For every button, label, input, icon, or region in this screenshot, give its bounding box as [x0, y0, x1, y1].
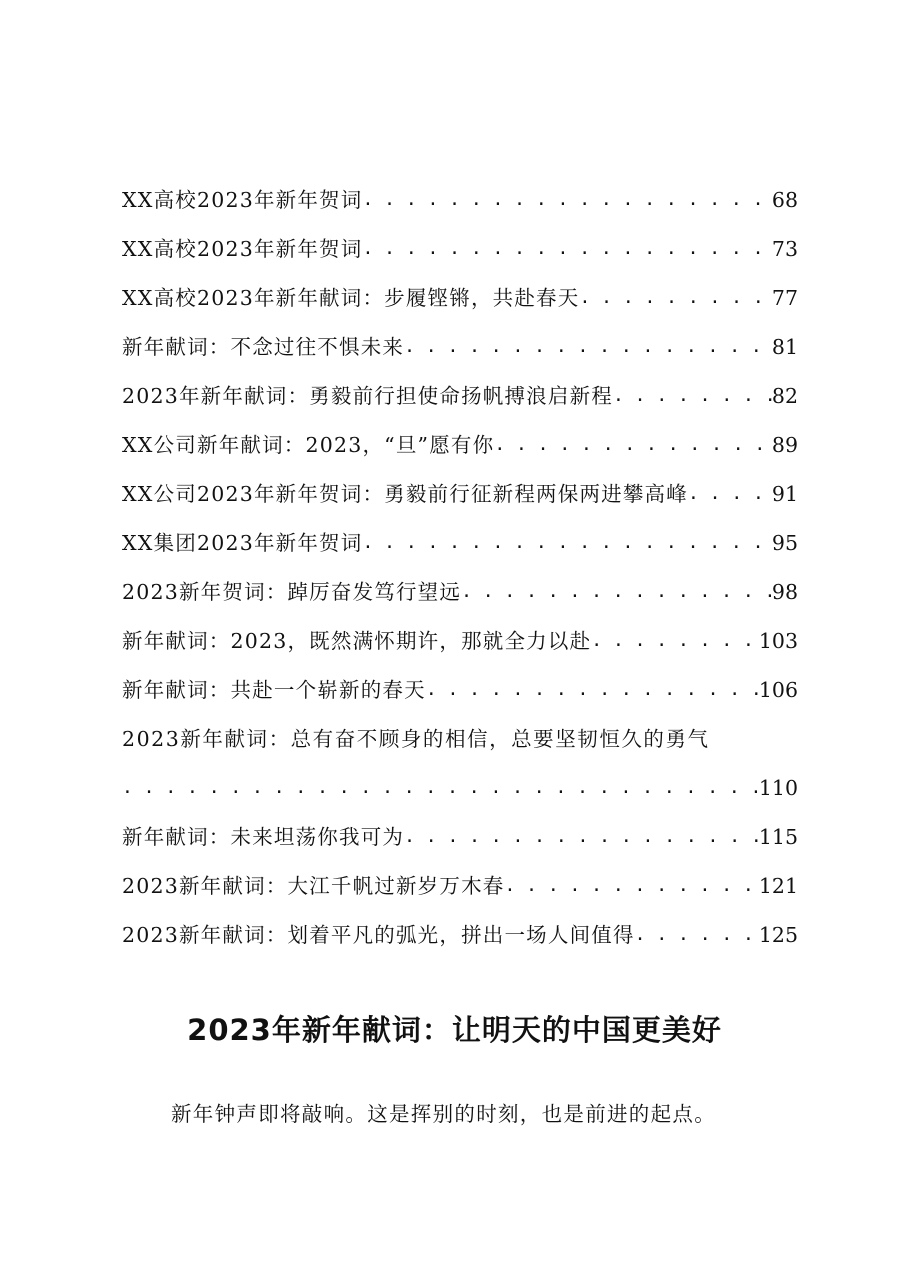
toc-entry-page: 115: [758, 825, 798, 849]
toc-leader-dots: [613, 379, 772, 413]
toc-entry-page: 73: [771, 237, 798, 261]
toc-entry: [122, 168, 798, 217]
body-paragraph: 新年钟声即将敲响。这是挥别的时刻，也是前进的起点。: [171, 1102, 716, 1126]
toc-entry-page: 106: [758, 678, 798, 702]
toc-entry: [122, 413, 798, 462]
toc-leader-dots: [122, 771, 759, 805]
toc-leader-dots: [591, 624, 759, 658]
toc-entry: [122, 609, 798, 658]
toc-entry: [122, 364, 798, 413]
toc-leader-dots: [404, 330, 772, 364]
toc-leader-dots: [404, 820, 759, 854]
toc-entry-title: 2023年新年献词：勇毅前行担使命扬帆搏浪启新程: [122, 384, 613, 408]
toc-entry-page: 81: [771, 335, 798, 359]
toc-entry: [122, 511, 798, 560]
toc-entry: [122, 266, 798, 315]
toc-leader-dots: [635, 918, 759, 952]
toc-entry: [122, 707, 798, 756]
toc-entry: [122, 805, 798, 854]
toc-entry-title: 新年献词：共赴一个崭新的春天: [122, 678, 426, 702]
toc-entry: [122, 854, 798, 903]
toc-entry-title: XX高校2023年新年献词：步履铿锵，共赴春天: [122, 286, 580, 310]
toc-entry-page: 103: [758, 629, 798, 653]
toc-leader-dots: [362, 232, 771, 266]
toc-entry-title: 2023新年贺词：踔厉奋发笃行望远: [122, 580, 462, 604]
toc-leader-dots: [426, 673, 759, 707]
toc-entry-page: 82: [771, 384, 798, 408]
toc-leader-dots: [362, 183, 771, 217]
table-of-contents: [122, 168, 798, 952]
toc-leader-dots: [362, 526, 771, 560]
toc-entry-title: 2023新年献词：划着平凡的弧光，拼出一场人间值得: [122, 923, 635, 947]
toc-entry-title: 新年献词：2023，既然满怀期许，那就全力以赴: [122, 629, 592, 653]
toc-leader-dots: [494, 428, 772, 462]
toc-entry-title: XX高校2023年新年贺词: [122, 237, 363, 261]
toc-entry-title: 新年献词：未来坦荡你我可为: [122, 825, 405, 849]
toc-entry-title: 2023新年献词：总有奋不顾身的相信，总要坚韧恒久的勇气: [122, 727, 710, 751]
toc-entry-page: 89: [771, 433, 798, 457]
toc-entry-page: 121: [758, 874, 798, 898]
toc-entry-continuation: [122, 756, 798, 805]
toc-entry-title: XX公司新年献词：2023，“旦”愿有你: [122, 433, 495, 457]
toc-entry-page: 110: [758, 776, 798, 800]
toc-entry-title: XX集团2023年新年贺词: [122, 531, 363, 555]
section-heading: 2023年新年献词：让明天的中国更美好: [187, 1013, 722, 1047]
toc-entry-page: 125: [758, 923, 798, 947]
toc-leader-dots: [579, 281, 771, 315]
toc-entry: [122, 217, 798, 266]
toc-entry-page: 98: [771, 580, 798, 604]
toc-entry-title: XX公司2023年新年贺词：勇毅前行征新程两保两进攀高峰: [122, 482, 688, 506]
toc-entry-title: 新年献词：不念过往不惧未来: [122, 335, 405, 359]
toc-entry: [122, 315, 798, 364]
toc-entry: [122, 658, 798, 707]
toc-leader-dots: [504, 869, 758, 903]
toc-leader-dots: [688, 477, 772, 511]
toc-entry-page: 68: [771, 188, 798, 212]
toc-entry: [122, 560, 798, 609]
toc-entry-title: 2023新年献词：大江千帆过新岁万木春: [122, 874, 505, 898]
toc-entry-title: XX高校2023年新年贺词: [122, 188, 363, 212]
toc-entry-page: 95: [771, 531, 798, 555]
toc-entry-page: 91: [771, 482, 798, 506]
toc-entry: [122, 462, 798, 511]
toc-leader-dots: [461, 575, 772, 609]
toc-entry-page: 77: [771, 286, 798, 310]
toc-entry: [122, 903, 798, 952]
